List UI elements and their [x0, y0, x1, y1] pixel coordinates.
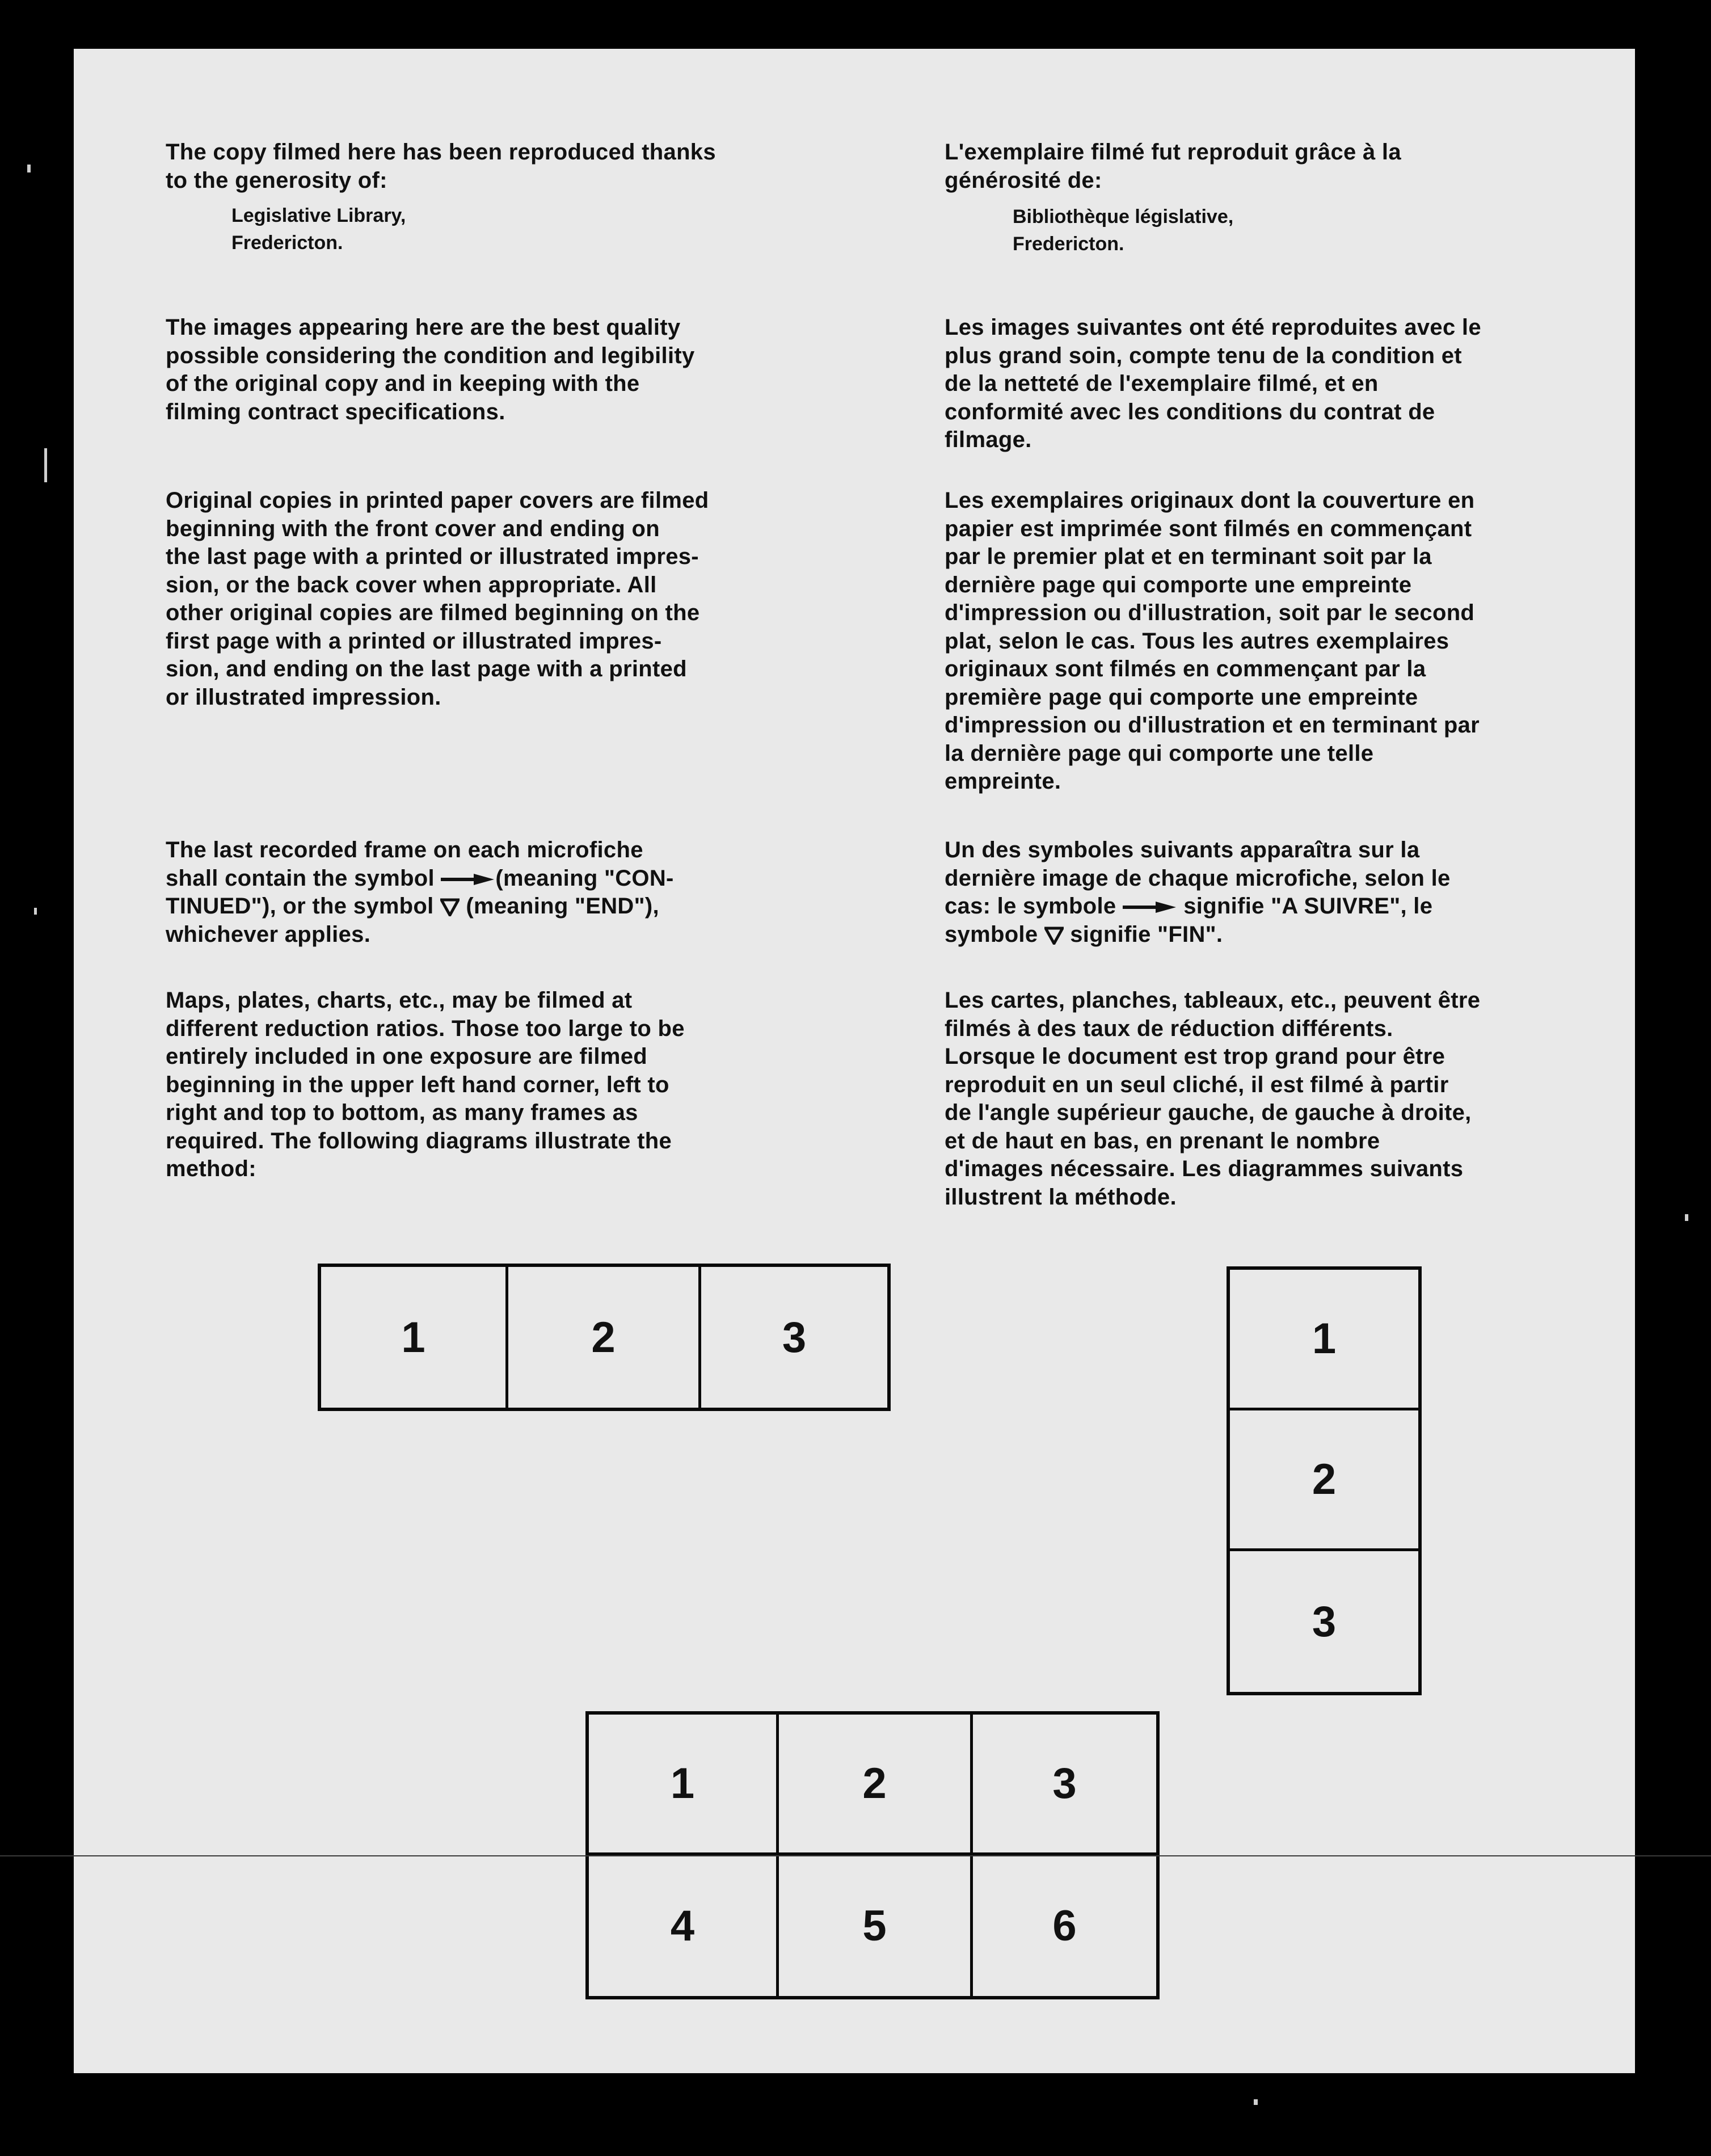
frame-cell: 1	[589, 1715, 779, 1855]
frame-cell: 1	[321, 1267, 508, 1408]
frame-cell: 2	[779, 1715, 973, 1855]
frame-cell: 1	[1230, 1270, 1418, 1410]
frame-cell: 5	[779, 1855, 973, 1996]
triangle-end-icon	[440, 898, 460, 916]
frame-cell: 2	[1230, 1410, 1418, 1551]
scan-speck	[34, 908, 37, 915]
en-quality-paragraph: The images appearing here are the best quality possible considering the condition and legibility of the original copy and in keeping with the filming contract specifications.	[166, 315, 695, 424]
frame-cell: 2	[508, 1267, 701, 1408]
frame-cell: 6	[1052, 1901, 1077, 1950]
en-credit: The copy filmed here has been reproduced thanks to the generosity of:	[166, 140, 716, 193]
scan-speck	[1254, 2099, 1258, 2105]
scan-speck	[1685, 1214, 1688, 1221]
microfiche-target-sheet	[74, 49, 1635, 2073]
frame-cell: 3	[1312, 1597, 1337, 1646]
frame-cell: 3	[782, 1313, 807, 1362]
scan-speck	[27, 165, 31, 172]
fr-quality-paragraph: Les images suivantes ont été reproduites avec le plus grand soin, compte tenu de la condition et de la netteté de l'exemplaire filmé, et en conformité avec les conditions du contrat de filmage.	[945, 315, 1481, 452]
scan-speck	[44, 448, 47, 482]
en-originals-paragraph: Original copies in printed paper covers are filmed beginning with the front cover and ending on the last page with a printed or illustrated impres- sion, or the back cover when appropriate. All other original copies are filmed beginning on the first page with a printed or illustrated impres- sion, and ending on the last page with a printed or illustrated impression.	[166, 488, 709, 710]
arrow-continued-icon	[441, 873, 495, 886]
en-symbols-paragraph: The last recorded frame on each microfiche shall contain the symbol (meaning "CON- TINUED"), or the symbol (meaning "END"), whichever applies.	[166, 837, 674, 947]
frame-cell: 3	[973, 1715, 1156, 1855]
fr-institution: Bibliothèque législative, Fredericton.	[1013, 206, 1234, 255]
en-maps-paragraph: Maps, plates, charts, etc., may be filmed at different reduction ratios. Those too large to be entirely included in one exposure are filmed beginning in the upper left hand corner, left to right and top to bottom, as many frames as required. The following diagrams illustrate the method:	[166, 988, 685, 1181]
fr-maps-paragraph: Les cartes, planches, tableaux, etc., peuvent être filmés à des taux de réduction différents. Lorsque le document est trop grand pour être reproduit en un seul cliché, il est filmé à partir de l'angle supérieur gauche, de gauche à droite, et de haut en bas, en prenant le nombre d'images nécessaire. Les diagrammes suivants illustrent la méthode.	[945, 988, 1481, 1210]
fr-symbols-paragraph: Un des symboles suivants apparaîtra sur la dernière image de chaque microfiche, selon le cas: le symbole signifie "A SUIVRE", le symbole signifie "FIN".	[945, 837, 1451, 947]
diagram-horizontal-frames	[318, 1264, 891, 1411]
diagram-vertical-frames	[1227, 1266, 1422, 1695]
fr-originals-paragraph: Les exemplaires originaux dont la couverture en papier est imprimée sont filmés en commençant par le premier plat et en terminant soit par la dernière page qui comporte une empreinte d'impression ou d'illustration, soit par le second plat, selon le cas. Tous les autres exemplaires originaux sont filmés en commençant par la première page qui comporte une empreinte d'impression ou d'illustration et en terminant par la dernière page qui comporte une telle empreinte.	[945, 488, 1480, 794]
en-institution: Legislative Library, Fredericton.	[231, 205, 406, 254]
triangle-end-icon	[1044, 927, 1064, 945]
scan-line	[0, 1855, 1711, 1856]
frame-cell: 4	[589, 1855, 779, 1996]
arrow-continued-icon	[1123, 900, 1177, 914]
fr-credit: L'exemplaire filmé fut reproduit grâce à la générosité de:	[945, 140, 1401, 193]
